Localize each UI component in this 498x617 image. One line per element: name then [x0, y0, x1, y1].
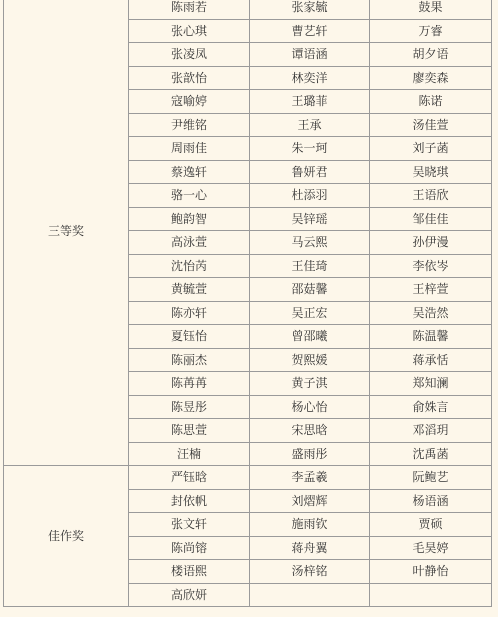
student-name-cell: 鼓果	[370, 0, 492, 19]
student-name-cell: 张文轩	[129, 513, 250, 537]
student-name-cell: 毛昊婷	[370, 536, 492, 560]
student-name-cell: 杨语涵	[370, 489, 492, 513]
student-name-cell: 贺熙媛	[250, 348, 370, 372]
student-name-cell: 郑知澜	[370, 372, 492, 396]
table-row	[4, 466, 492, 490]
student-name-cell: 黄子淇	[250, 372, 370, 396]
student-name-cell: 阮鲍艺	[370, 466, 492, 490]
student-name-cell: 俞姝言	[370, 395, 492, 419]
table-row	[4, 0, 492, 19]
student-name-cell: 骆一心	[129, 184, 250, 208]
student-name-cell: 严钰晗	[129, 466, 250, 490]
student-name-cell: 陈雨若	[129, 0, 250, 19]
student-name-cell: 封依帆	[129, 489, 250, 513]
student-name-cell: 夏钰怡	[129, 325, 250, 349]
student-name-cell: 胡夕语	[370, 43, 492, 67]
student-name-cell: 施雨钦	[250, 513, 370, 537]
student-name-cell: 张家毓	[250, 0, 370, 19]
student-name-cell: 汤梓铭	[250, 560, 370, 584]
student-name-cell: 吴锌瑶	[250, 207, 370, 231]
student-name-cell: 蔡逸轩	[129, 160, 250, 184]
student-name-cell: 陈诺	[370, 90, 492, 114]
student-name-cell: 廖奕森	[370, 66, 492, 90]
student-name-cell: 刘子菡	[370, 137, 492, 161]
student-name-cell: 鲁妍君	[250, 160, 370, 184]
student-name-cell: 王佳琦	[250, 254, 370, 278]
student-name-cell: 蒋舟翼	[250, 536, 370, 560]
student-name-cell: 张心琪	[129, 19, 250, 43]
student-name-cell: 陈丽杰	[129, 348, 250, 372]
student-name-cell: 陈温馨	[370, 325, 492, 349]
student-name-cell: 邹佳佳	[370, 207, 492, 231]
student-name-cell: 蒋承恬	[370, 348, 492, 372]
student-name-cell: 万睿	[370, 19, 492, 43]
student-name-cell: 贾硕	[370, 513, 492, 537]
student-name-cell: 刘熠辉	[250, 489, 370, 513]
award-level-cell: 三等奖	[4, 0, 129, 466]
student-name-cell: 吴浩然	[370, 301, 492, 325]
student-name-cell: 曹艺轩	[250, 19, 370, 43]
student-name-cell: 杨心怡	[250, 395, 370, 419]
student-name-cell: 邓滔玥	[370, 419, 492, 443]
student-name-cell	[250, 583, 370, 607]
student-name-cell: 尹维铭	[129, 113, 250, 137]
award-level-cell: 佳作奖	[4, 466, 129, 607]
student-name-cell: 王璐菲	[250, 90, 370, 114]
student-name-cell: 王承	[250, 113, 370, 137]
student-name-cell: 谭语涵	[250, 43, 370, 67]
student-name-cell: 汤佳萱	[370, 113, 492, 137]
student-name-cell: 宋思晗	[250, 419, 370, 443]
student-name-cell: 马云熙	[250, 231, 370, 255]
student-name-cell: 杜添羽	[250, 184, 370, 208]
student-name-cell: 沈禹菡	[370, 442, 492, 466]
student-name-cell: 吴正宏	[250, 301, 370, 325]
student-name-cell: 鲍韵智	[129, 207, 250, 231]
student-name-cell: 朱一珂	[250, 137, 370, 161]
student-name-cell: 曾邵曦	[250, 325, 370, 349]
student-name-cell: 高欣妍	[129, 583, 250, 607]
student-name-cell: 陈尚镕	[129, 536, 250, 560]
awards-table-body	[4, 0, 492, 607]
student-name-cell: 沈怡芮	[129, 254, 250, 278]
student-name-cell: 陈昱彤	[129, 395, 250, 419]
student-name-cell: 高泳萱	[129, 231, 250, 255]
student-name-cell: 楼语熙	[129, 560, 250, 584]
student-name-cell: 孙伊漫	[370, 231, 492, 255]
student-name-cell: 黄毓萱	[129, 278, 250, 302]
student-name-cell: 邵菇馨	[250, 278, 370, 302]
student-name-cell: 王梓萱	[370, 278, 492, 302]
student-name-cell: 王语欣	[370, 184, 492, 208]
student-name-cell: 陈亦轩	[129, 301, 250, 325]
student-name-cell: 汪楠	[129, 442, 250, 466]
student-name-cell	[370, 583, 492, 607]
student-name-cell: 李依岑	[370, 254, 492, 278]
student-name-cell: 林奕洋	[250, 66, 370, 90]
student-name-cell: 叶静怡	[370, 560, 492, 584]
student-name-cell: 李孟羲	[250, 466, 370, 490]
student-name-cell: 盛雨彤	[250, 442, 370, 466]
student-name-cell: 陈苒苒	[129, 372, 250, 396]
student-name-cell: 张歆怡	[129, 66, 250, 90]
awards-table	[3, 0, 492, 607]
student-name-cell: 张凌凤	[129, 43, 250, 67]
student-name-cell: 吴晓琪	[370, 160, 492, 184]
student-name-cell: 寇喻婷	[129, 90, 250, 114]
student-name-cell: 陈思萱	[129, 419, 250, 443]
student-name-cell: 周雨佳	[129, 137, 250, 161]
